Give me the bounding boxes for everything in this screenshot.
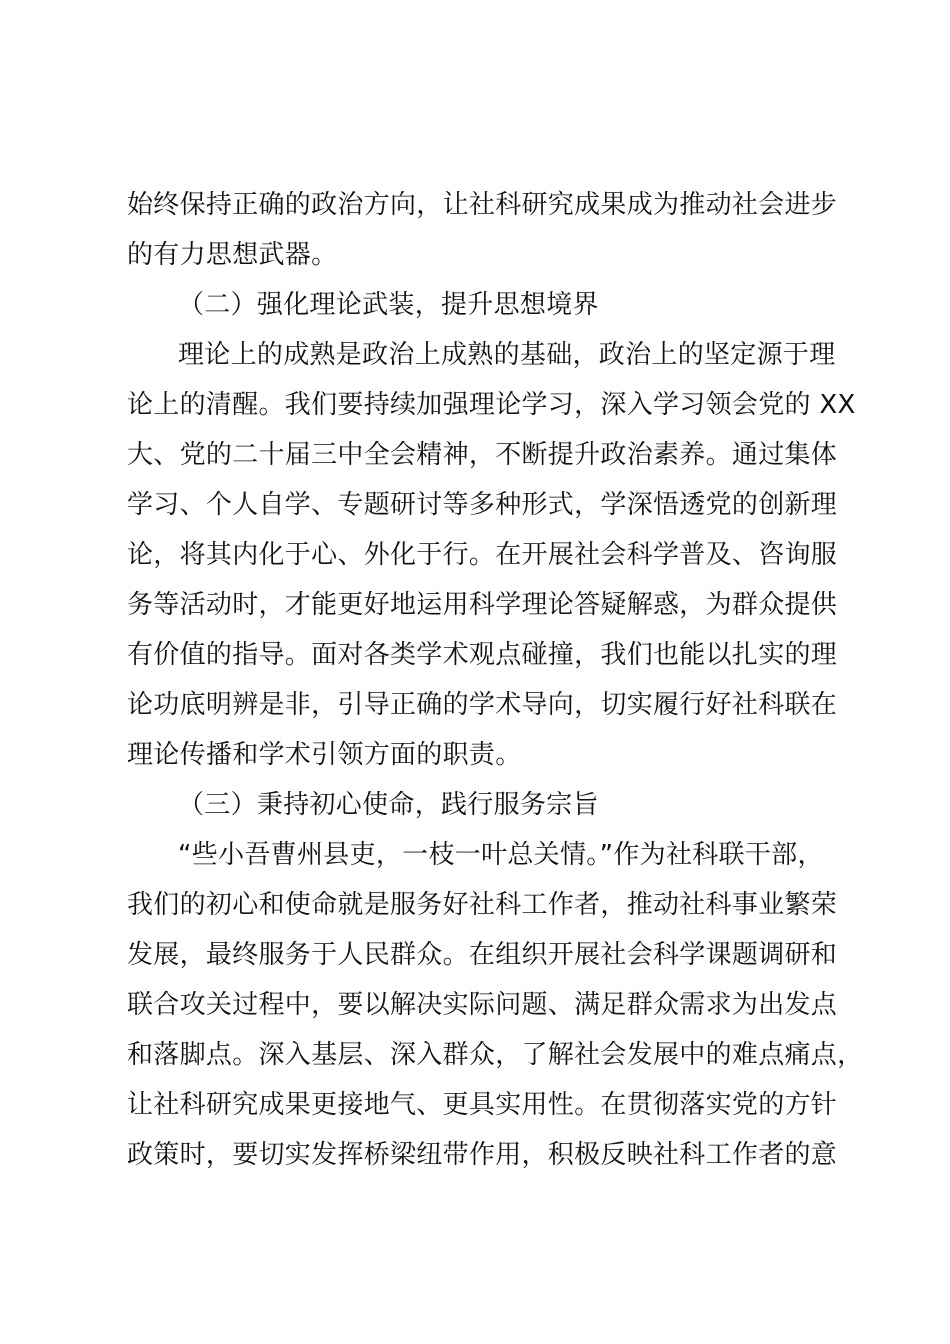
text-line: 务等活动时，才能更好地运用科学理论答疑解惑，为群众提供: [127, 590, 838, 620]
text-line: 学习、个人自学、专题研讨等多种形式，学深悟透党的创新理: [127, 490, 838, 520]
text-line: 的有力思想武器。: [127, 240, 338, 270]
text-line: 大、党的二十届三中全会精神，不断提升政治素养。通过集体: [127, 440, 838, 470]
section-heading: （三）秉持初心使命，践行服务宗旨: [178, 790, 599, 820]
section-heading: （二）强化理论武装，提升思想境界: [178, 290, 599, 320]
text-line: 发展，最终服务于人民群众。在组织开展社会科学课题调研和: [127, 940, 838, 970]
text-line: 理论传播和学术引领方面的职责。: [127, 740, 522, 770]
text-line: 论上的清醒。我们要持续加强理论学习，深入学习领会党的 XX: [127, 390, 856, 420]
text-line: 联合攻关过程中，要以解决实际问题、满足群众需求为出发点: [127, 990, 838, 1020]
text-line: 政策时，要切实发挥桥梁纽带作用，积极反映社科工作者的意: [127, 1140, 838, 1170]
text-line: 有价值的指导。面对各类学术观点碰撞，我们也能以扎实的理: [127, 640, 838, 670]
paragraph-start: “些小吾曹州县吏，一枝一叶总关情。”作为社科联干部，: [178, 840, 824, 870]
text-line: 论，将其内化于心、外化于行。在开展社会科学普及、咨询服: [127, 540, 838, 570]
text-line: 和落脚点。深入基层、深入群众，了解社会发展中的难点痛点，: [127, 1040, 864, 1070]
text-line: 让社科研究成果更接地气、更具实用性。在贯彻落实党的方针: [127, 1090, 838, 1120]
text-line: 论功底明辨是非，引导正确的学术导向，切实履行好社科联在: [127, 690, 838, 720]
paragraph-start: 理论上的成熟是政治上成熟的基础，政治上的坚定源于理: [178, 340, 836, 370]
text-line: 始终保持正确的政治方向，让社科研究成果成为推动社会进步: [127, 190, 838, 220]
text-line: 我们的初心和使命就是服务好社科工作者，推动社科事业繁荣: [127, 890, 838, 920]
